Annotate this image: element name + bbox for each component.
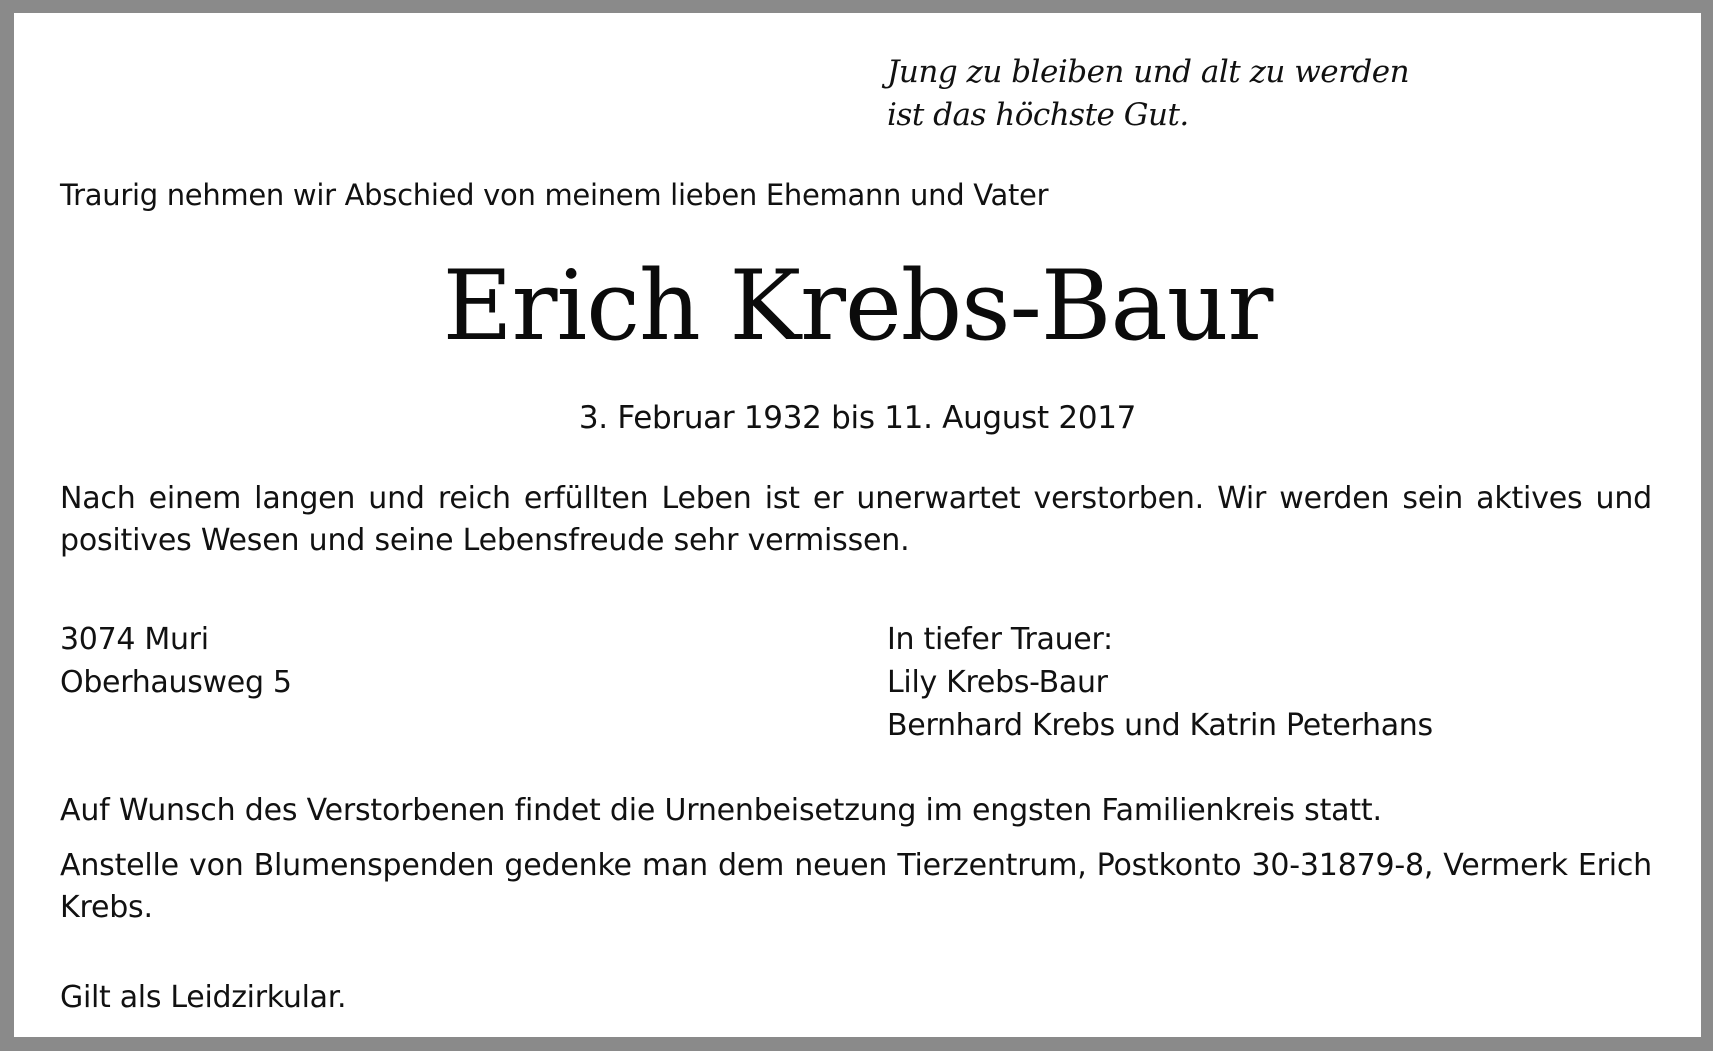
mourners-heading: In tiefer Trauer: — [887, 622, 1113, 657]
motto-line-2: ist das höchste Gut. — [887, 97, 1189, 133]
obituary-notice — [14, 13, 1701, 1037]
mourner-name: Lily Krebs-Baur — [887, 665, 1108, 700]
intro-text: Traurig nehmen wir Abschied von meinem lieben Ehemann und Vater — [60, 178, 1049, 212]
burial-notice: Auf Wunsch des Verstorbenen findet die Urnenbeisetzung im engsten Familienkreis statt. — [60, 793, 1382, 828]
closing-note: Gilt als Leidzirkular. — [60, 980, 347, 1015]
motto-line-1: Jung zu bleiben und alt zu werden — [887, 54, 1410, 90]
motto-quote — [887, 51, 1409, 137]
donation-notice: Anstelle von Blumenspenden gedenke man dem neuen Tierzentrum, Postkonto 30-31879-8, Vermerk Erich Krebs. — [60, 848, 1652, 925]
deceased-name: Erich Krebs-Baur — [442, 250, 1273, 362]
tribute-paragraph: Nach einem langen und reich erfüllten Leben ist er unerwartet verstorben. Wir werden sein aktives und positives Wesen und seine Lebensfreude sehr vermissen. — [60, 481, 1652, 558]
mourners-block — [887, 618, 1433, 747]
life-dates: 3. Februar 1932 bis 11. August 2017 — [578, 400, 1137, 436]
address-street: Oberhausweg 5 — [60, 665, 292, 700]
address-city: 3074 Muri — [60, 622, 209, 657]
family-address — [60, 618, 292, 704]
mourner-name: Bernhard Krebs und Katrin Peterhans — [887, 708, 1433, 743]
